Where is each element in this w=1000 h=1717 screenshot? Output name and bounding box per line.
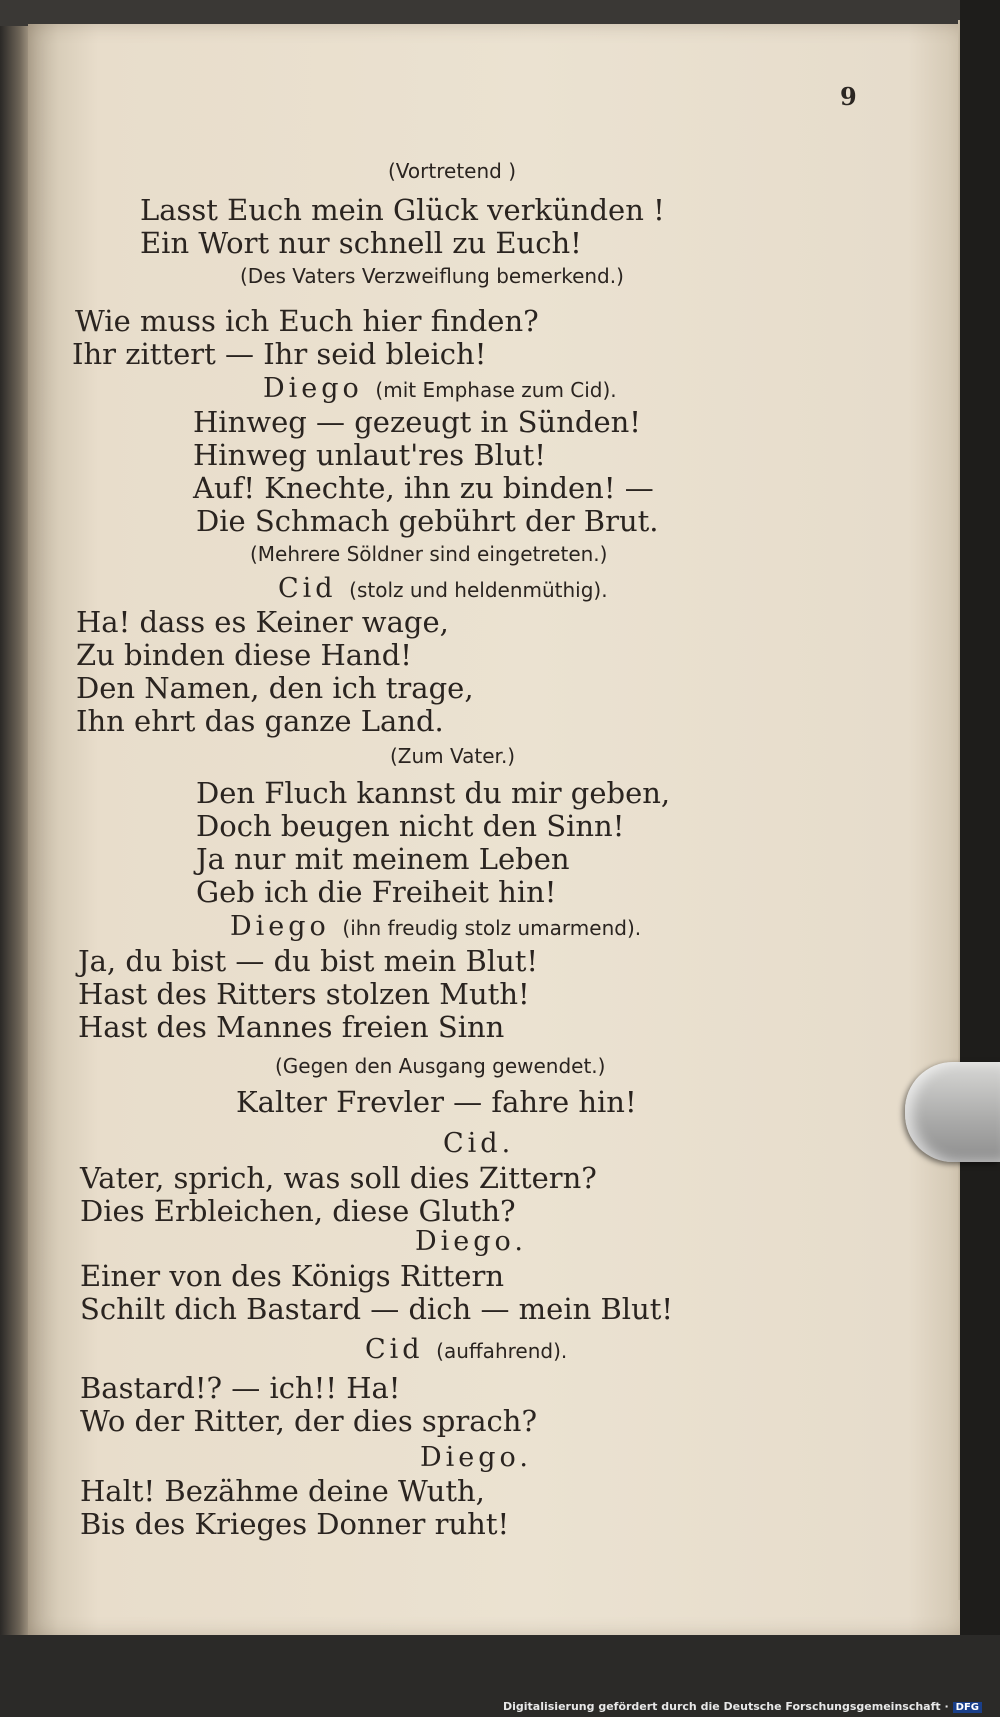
page-number: 9 [840,82,857,111]
speaker-name: Cid [365,1334,424,1365]
scanner-frame-top [0,0,1000,26]
speaker-direction: (mit Emphase zum Cid). [375,378,617,402]
verse-line: Hast des Mannes freien Sinn [78,1010,505,1044]
verse-line: Zu binden diese Hand! [76,638,412,672]
speaker-heading [365,1334,567,1367]
speaker-heading [443,1128,514,1160]
book-spine [0,26,28,1636]
speaker-heading [278,573,608,606]
verse-line: Wie muss ich Euch hier finden? [75,304,539,338]
credit-text: Digitalisierung gefördert durch die Deutsche Forschungsgemeinschaft · [502,1700,949,1713]
stage-direction: (Zum Vater.) [390,744,516,768]
verse-line: Den Namen, den ich trage, [76,671,474,705]
stage-direction: (Des Vaters Verzweiflung bemerkend.) [240,264,624,288]
verse-line: Schilt dich Bastard — dich — mein Blut! [80,1292,674,1326]
verse-line: Auf! Knechte, ihn zu binden! — [193,471,654,505]
verse-line: Doch beugen nicht den Sinn! [196,809,625,843]
verse-line: Ja, du bist — du bist mein Blut! [78,944,539,978]
speaker-heading [415,1226,527,1258]
verse-line: Ha! dass es Keiner wage, [76,605,449,639]
stage-direction: (Mehrere Söldner sind eingetreten.) [250,542,608,566]
speaker-name: Diego [230,911,330,942]
speaker-heading [230,911,641,944]
speaker-direction: (ihn freudig stolz umarmend). [342,916,642,940]
speaker-name: Diego. [420,1442,532,1473]
verse-line: Ein Wort nur schnell zu Euch! [140,226,582,260]
stage-direction: (Vortretend ) [388,159,516,183]
scanner-frame-right [960,0,1000,1717]
speaker-name: Diego. [415,1226,527,1257]
speaker-name: Cid [278,573,337,604]
verse-line: Hast des Ritters stolzen Muth! [78,977,530,1011]
verse-line: Kalter Frevler — fahre hin! [236,1085,637,1119]
speaker-name: Cid. [443,1128,515,1159]
verse-line: Vater, sprich, was soll dies Zittern? [80,1161,597,1195]
verse-line: Wo der Ritter, der dies sprach? [80,1404,537,1438]
stage-direction: (Gegen den Ausgang gewendet.) [275,1054,606,1078]
verse-line: Halt! Bezähme deine Wuth, [80,1474,485,1508]
verse-line: Dies Erbleichen, diese Gluth? [80,1194,516,1228]
glass-clamp [905,1062,1000,1162]
verse-line: Ihr zittert — Ihr seid bleich! [72,337,487,371]
verse-line: Lasst Euch mein Glück verkünden ! [140,193,665,227]
verse-line: Hinweg unlaut'res Blut! [193,438,546,472]
verse-line: Hinweg — gezeugt in Sünden! [193,405,641,439]
dfg-logo: DFG [953,1702,982,1713]
verse-line: Ihn ehrt das ganze Land. [76,704,444,738]
verse-line: Die Schmach gebührt der Brut. [196,504,659,538]
speaker-heading [263,373,617,406]
digitization-credit [503,1700,982,1713]
verse-line: Bastard!? — ich!! Ha! [80,1371,401,1405]
speaker-name: Diego [263,373,363,404]
speaker-direction: (stolz und heldenmüthig). [349,578,608,602]
speaker-heading [420,1442,532,1474]
verse-line: Einer von des Königs Rittern [80,1259,505,1293]
verse-line: Geb ich die Freiheit hin! [196,875,557,909]
speaker-direction: (auffahrend). [436,1339,568,1363]
verse-line: Den Fluch kannst du mir geben, [196,776,671,810]
verse-line: Bis des Krieges Donner ruht! [80,1507,510,1541]
verse-line: Ja nur mit meinem Leben [196,842,570,876]
